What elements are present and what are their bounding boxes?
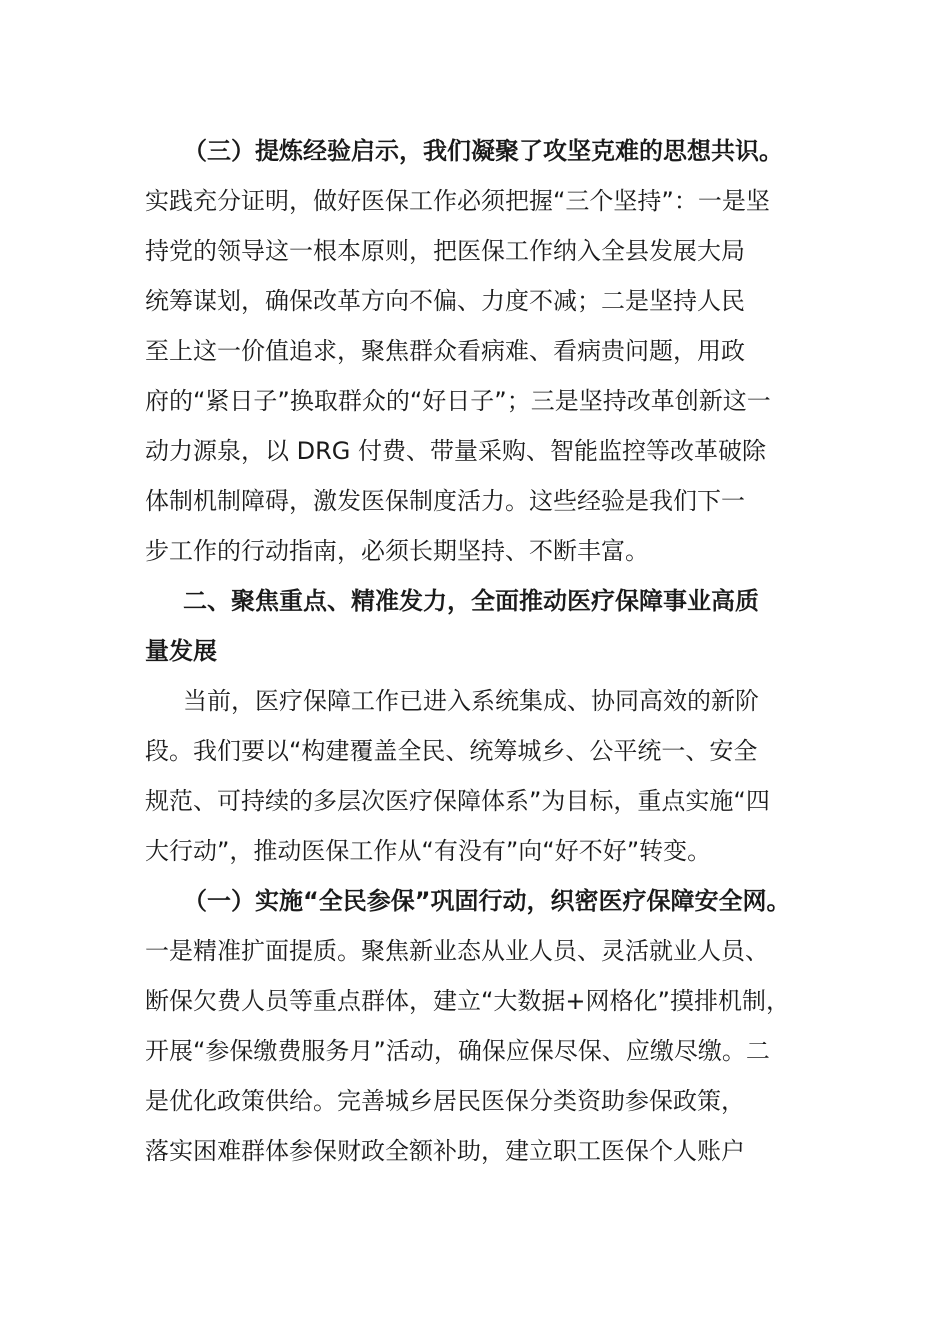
- paragraph-line: 大行动”，推动医保工作从“有没有”向“好不好”转变。: [145, 837, 712, 865]
- paragraph-line: 是优化政策供给。完善城乡居民医保分类资助参保政策，: [145, 1087, 745, 1115]
- paragraph-line: 一是精准扩面提质。聚焦新业态从业人员、灵活就业人员、: [145, 937, 769, 965]
- paragraph-line: 实践充分证明，做好医保工作必须把握“三个坚持”：一是坚: [145, 187, 770, 215]
- paragraph-line: 至上这一价值追求，聚焦群众看病难、看病贵问题，用政: [145, 337, 745, 365]
- section-heading-2-line: 量发展: [145, 637, 217, 665]
- subheading-3-line: （三）提炼经验启示，我们凝聚了攻坚克难的思想共识。: [183, 137, 783, 165]
- paragraph-line: 落实困难群体参保财政全额补助，建立职工医保个人账户: [145, 1137, 745, 1165]
- paragraph-line: 段。我们要以“构建覆盖全民、统筹城乡、公平统一、安全: [145, 737, 758, 765]
- section-heading-2-line: 二、聚焦重点、精准发力，全面推动医疗保障事业高质: [183, 587, 759, 615]
- paragraph-line: 断保欠费人员等重点群体，建立“大数据+网格化”摸排机制，: [145, 987, 790, 1015]
- paragraph-line: 持党的领导这一根本原则，把医保工作纳入全县发展大局: [145, 237, 745, 265]
- paragraph-line: 动力源泉，以 DRG 付费、带量采购、智能监控等改革破除: [145, 437, 767, 465]
- paragraph-line: 开展“参保缴费服务月”活动，确保应保尽保、应缴尽缴。二: [145, 1037, 770, 1065]
- paragraph-line: 体制机制障碍，激发医保制度活力。这些经验是我们下一: [145, 487, 745, 515]
- paragraph-line: 府的“紧日子”换取群众的“好日子”；三是坚持改革创新这一: [145, 387, 771, 415]
- paragraph-line: 步工作的行动指南，必须长期坚持、不断丰富。: [145, 537, 649, 565]
- paragraph-line: 当前，医疗保障工作已进入系统集成、协同高效的新阶: [183, 687, 759, 715]
- paragraph-line: 统筹谋划，确保改革方向不偏、力度不减；二是坚持人民: [145, 287, 745, 315]
- subheading-1-line: （一）实施“全民参保”巩固行动，织密医疗保障安全网。: [183, 887, 791, 915]
- paragraph-line: 规范、可持续的多层次医疗保障体系”为目标，重点实施“四: [145, 787, 770, 815]
